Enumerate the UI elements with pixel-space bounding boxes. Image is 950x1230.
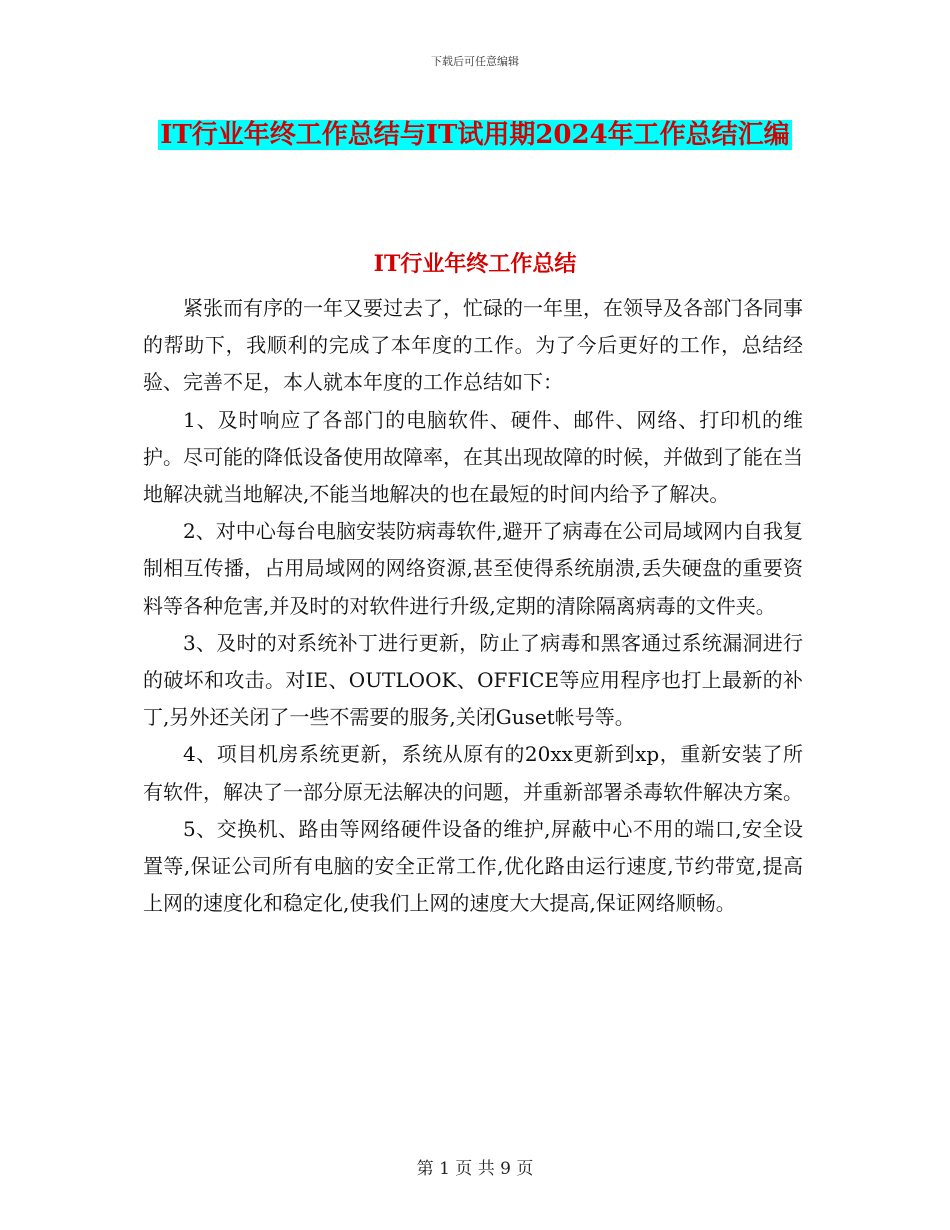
document-title [140,112,810,158]
page-footer: 第 1 页 共 9 页 [416,1159,534,1179]
paragraph: 5、交换机、路由等网络硬件设备的维护,屏蔽中心不用的端口,安全设置等,保证公司所有电脑的安全正常工作,优化路由运行速度,节约带宽,提高上网的速度化和稳定化,使我们上网的速度大大提高,保证网络顺畅。 [143,816,803,916]
header-note: 下载后可任意编辑 [431,55,519,68]
document-title-text: IT行业年终工作总结与IT试用期2024年工作总结汇编 [160,120,790,150]
paragraph: 2、对中心每台电脑安装防病毒软件,避开了病毒在公司局域网内自我复制相互传播，占用局域网的网络资源,甚至使得系统崩溃,丢失硬盘的重要资料等各种危害,并及时的对软件进行升级,定期的清除隔离病毒的文件夹。 [143,519,803,618]
section-title: IT行业年终工作总结 [373,251,577,277]
paragraph: 1、及时响应了各部门的电脑软件、硬件、邮件、网络、打印机的维护。尽可能的降低设备使用故障率，在其出现故障的时候，并做到了能在当地解决就当地解决,不能当地解决的也在最短的时间内给予了解决。 [143,407,803,507]
paragraph: 4、项目机房系统更新，系统从原有的20xx更新到xp，重新安装了所有软件，解决了一部分原无法解决的问题，并重新部署杀毒软件解决方案。 [143,742,803,804]
body-text [143,290,803,922]
paragraph: 3、及时的对系统补丁进行更新，防止了病毒和黑客通过系统漏洞进行的破坏和攻击。对IE、OUTLOOK、OFFICE等应用程序也打上最新的补丁,另外还关闭了一些不需要的服务,关闭Guset帐号等。 [143,630,803,730]
paragraph: 紧张而有序的一年又要过去了，忙碌的一年里，在领导及各部门各同事的帮助下，我顺利的完成了本年度的工作。为了今后更好的工作，总结经验、完善不足，本人就本年度的工作总结如下： [143,296,803,395]
